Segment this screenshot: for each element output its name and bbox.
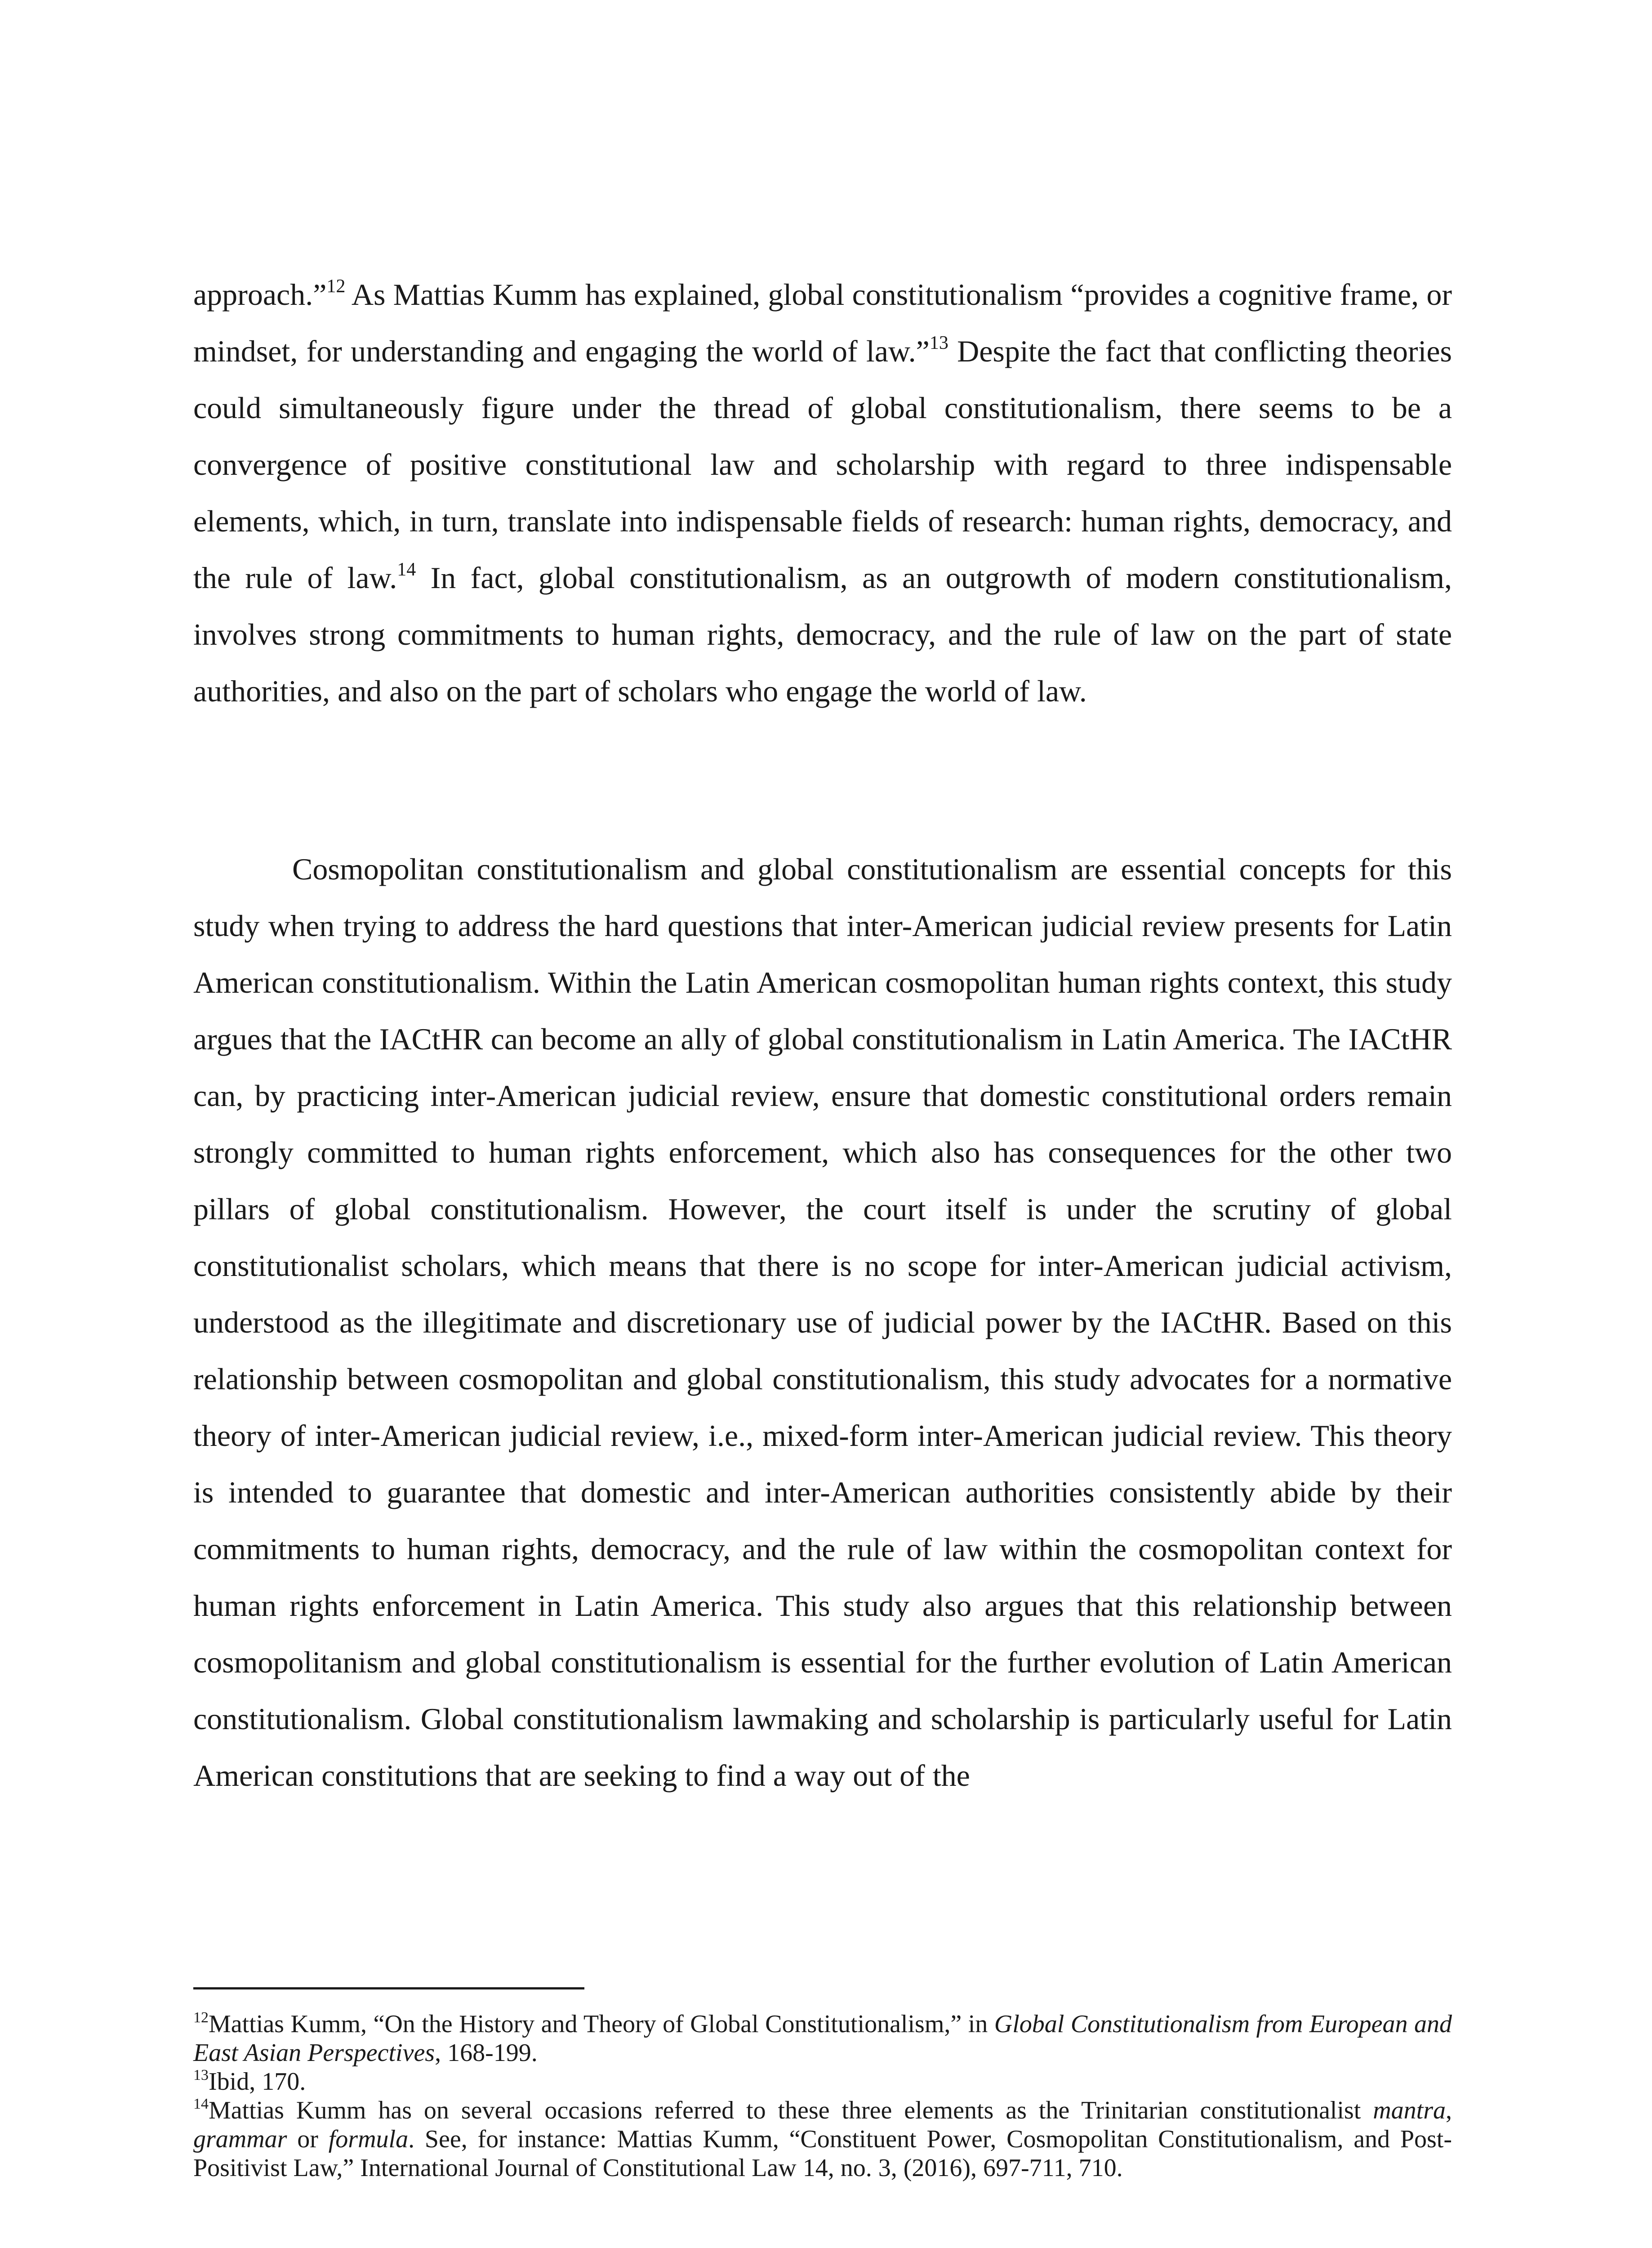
text-run: Cosmopolitan constitutionalism and global constitutionalism are essential concepts for this study when trying to address the hard questions that inter-American judicial review presents for Latin American constitutionalism. Within the Latin American cosmopolitan human rights context, this study argues that the IACtHR can become an ally of global constitutionalism in Latin America. The IACtHR can, by practicing inter-American judicial review, ensure that domestic constitutional orders remain strongly committed to human rights enforcement, which also has consequences for the other two pillars of global constitutionalism. However, the court itself is under the scrutiny of global constitutionalist scholars, which means that there is no scope for inter-American judicial activism, understood as the illegitimate and discretionary use of judicial power by the IACtHR. Based on this relationship between cosmopolitan and global constitutionalism, this study advocates for a normative theory of inter-American judicial review, i.e., mixed-form inter-American judicial review. This theory is intended to guarantee that domestic and inter-American authorities consistently abide by their commitments to human rights, democracy, and the rule of law within the cosmopolitan context for human rights enforcement in Latin America. This study also argues that this relationship between cosmopolitanism and global constitutionalism is essential for the further evolution of Latin American constitutionalism. Global constitutionalism lawmaking and scholarship is particularly useful for Latin American constitutions that are seeking to find a way out of the [193, 852, 1452, 1793]
italic-text: Global Constitutionalism from European and East Asian Perspectives [193, 2010, 1452, 2067]
footnote-ref: 13 [929, 333, 948, 353]
text-run: Despite the fact that conflicting theories could simultaneously figure under the thread of global constitutionalism, there seems to be a convergence of positive constitutional law and scholarship with regard to three indispensable elements, which, in turn, translate into indispensable fields of research: human rights, democracy, and the rule of law. [193, 334, 1452, 595]
footnote-ref: 14 [193, 2096, 209, 2112]
footnote-ref: 12 [326, 276, 346, 297]
footnote-separator [193, 1987, 584, 1989]
body-paragraph-1 [193, 266, 1452, 719]
footnote-14 [193, 2096, 1452, 2182]
italic-text: grammar [193, 2125, 287, 2153]
text-run: or [287, 2125, 329, 2153]
text-run: In fact, global constitutionalism, as an outgrowth of modern constitutionalism, involves strong commitments to human rights, democracy, and the rule of law on the part of state authorities, and also on the part of scholars who engage the world of law. [193, 561, 1452, 708]
footnote-13 [193, 2067, 1452, 2096]
italic-text: formula [328, 2125, 409, 2153]
footnote-ref: 14 [397, 559, 416, 580]
footnote-ref: 13 [193, 2067, 209, 2083]
italic-text: mantra [1373, 2096, 1446, 2124]
text-run: , [1446, 2096, 1452, 2124]
text-run: Mattias Kumm, “On the History and Theory of Global Constitutionalism,” in [209, 2010, 994, 2038]
footnotes-section [193, 2010, 1452, 2182]
body-paragraph-2 [193, 841, 1452, 1804]
footnote-ref: 12 [193, 2009, 209, 2026]
text-run: approach.” [193, 277, 327, 312]
text-run: . See, for instance: Mattias Kumm, “Constituent Power, Cosmopolitan Constitutionalism, and Post-Positivist Law,” International Journal of Constitutional Law 14, no. 3, (2016), 697-711, 710. [193, 2125, 1452, 2182]
text-run: , 168-199. [435, 2039, 538, 2067]
text-run: As Mattias Kumm has explained, global constitutionalism “provides a cognitive frame, or mindset, for understanding and engaging the world of law.” [193, 277, 1452, 368]
text-run: Ibid, 170. [209, 2068, 306, 2096]
footnote-12 [193, 2010, 1452, 2067]
text-run: Mattias Kumm has on several occasions referred to these three elements as the Trinitarian constitutionalist [209, 2096, 1373, 2124]
